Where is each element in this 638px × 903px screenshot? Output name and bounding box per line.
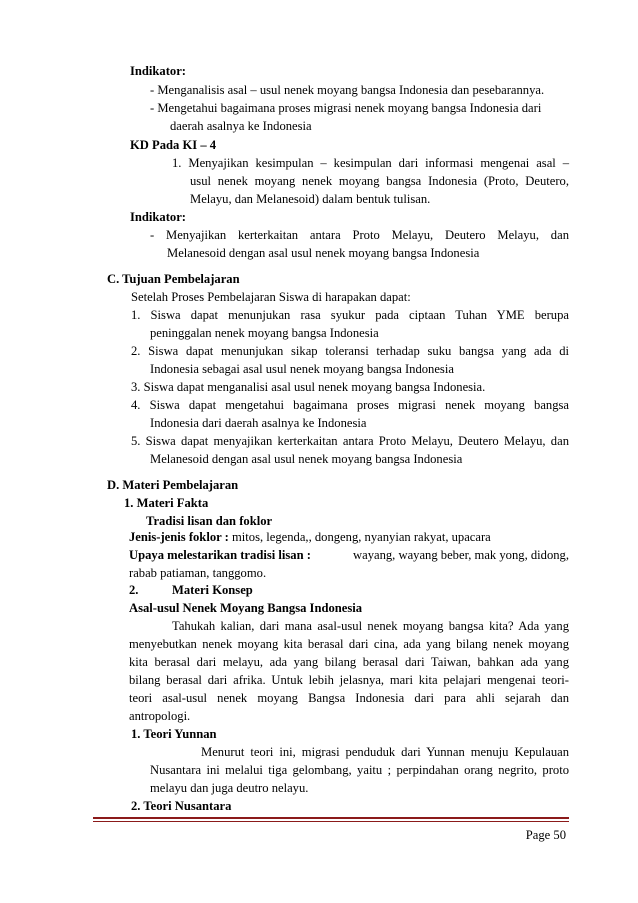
indikator-heading: Indikator: xyxy=(130,64,186,78)
yunnan-line: Menurut teori ini, migrasi penduduk dari Yunnan menuju Kepulauan xyxy=(201,745,569,759)
tujuan-line: 3. Siswa dapat menganalisi asal usul nenek moyang bangsa Indonesia. xyxy=(131,380,486,394)
upaya-line xyxy=(129,546,569,564)
section-heading-d: D. Materi Pembelajaran xyxy=(107,478,239,492)
jenis-foklor-label: Jenis-jenis foklor : xyxy=(129,530,229,544)
tujuan-line: peninggalan nenek moyang bangsa Indonesia xyxy=(150,326,379,340)
tujuan-line: 4. Siswa dapat mengetahui bagaimana proses migrasi nenek moyang bangsa xyxy=(131,398,569,412)
paragraph-line: kita berasal dari melayu, ada yang bilang berasal dari Taiwan, bahkan ada yang xyxy=(129,655,569,669)
indikator-heading: Indikator: xyxy=(130,210,186,224)
footer-rule-thick xyxy=(93,817,569,819)
paragraph-line: menyebutkan nenek moyang kita berasal dari cina, ada yang bilang nenek moyang xyxy=(129,637,569,651)
materi-konsep-heading: Materi Konsep xyxy=(172,583,253,597)
section-heading-c: C. Tujuan Pembelajaran xyxy=(107,272,240,286)
upaya-line-cont: rabab patiaman, tanggomo. xyxy=(129,566,267,580)
jenis-foklor-text: mitos, legenda,, dongeng, nyanyian rakyat, upacara xyxy=(228,530,491,544)
indikator-item: - Menganalisis asal – usul nenek moyang bangsa Indonesia dan pesebarannya. xyxy=(150,83,545,97)
teori-yunnan-heading: 1. Teori Yunnan xyxy=(131,727,217,741)
kd-line: 1. Menyajikan kesimpulan – kesimpulan dari informasi mengenai asal – xyxy=(172,156,569,170)
indikator-line: - Menyajikan kerterkaitan antara Proto Melayu, Deutero Melayu, dan xyxy=(150,228,569,242)
teori-nusantara-heading: 2. Teori Nusantara xyxy=(131,799,232,813)
page-number: Page 50 xyxy=(525,828,566,842)
tujuan-line: Indonesia dari daerah asalnya ke Indonesia xyxy=(150,416,367,430)
indikator-item: - Mengetahui bagaimana proses migrasi nenek moyang bangsa Indonesia dari xyxy=(150,101,542,115)
tujuan-line: Indonesia sebagai asal usul nenek moyang bangsa Indonesia xyxy=(150,362,454,376)
tujuan-line: 5. Siswa dapat menyajikan kerterkaitan antara Proto Melayu, Deutero Melayu, dan xyxy=(131,434,569,448)
kd-line: Melayu, dan Melanesoid) dalam bentuk tulisan. xyxy=(190,192,431,206)
paragraph-line: antropologi. xyxy=(129,709,191,723)
yunnan-line: melayu dan juga deutro nelayu. xyxy=(150,781,309,795)
indikator-item-cont: daerah asalnya ke Indonesia xyxy=(170,119,312,133)
materi-konsep-num: 2. xyxy=(129,583,139,597)
upaya-text: wayang, wayang beber, mak yong, didong, xyxy=(353,548,569,562)
tujuan-intro: Setelah Proses Pembelajaran Siswa di harapakan dapat: xyxy=(131,290,411,304)
indikator-line: Melanesoid dengan asal usul nenek moyang bangsa Indonesia xyxy=(167,246,480,260)
footer-rule-thin xyxy=(93,821,569,822)
materi-fakta-heading: 1. Materi Fakta xyxy=(124,496,209,510)
paragraph-line: teori asal-usul nenek moyang Bangsa Indonesia dari para ahli sejarah dan xyxy=(129,691,569,705)
tujuan-line: 2. Siswa dapat menunjukan sikap toleransi terhadap suku bangsa yang ada di xyxy=(131,344,569,358)
upaya-label: Upaya melestarikan tradisi lisan : xyxy=(129,548,311,562)
kd-line: usul nenek moyang nenek moyang bangsa Indonesia (Proto, Deutero, xyxy=(190,174,569,188)
paragraph-line: Tahukah kalian, dari mana asal-usul nenek moyang bangsa kita? Ada yang xyxy=(172,619,569,633)
yunnan-line: Nusantara ini melalui tiga gelombang, yaitu ; perpindahan orang negrito, proto xyxy=(150,763,569,777)
paragraph-line: bilang berasal dari afrika. Untuk lebih jelasnya, mari kita pelajari mengenai teori- xyxy=(129,673,569,687)
jenis-foklor-line xyxy=(129,528,491,546)
tujuan-line: 1. Siswa dapat menunjukan rasa syukur pada ciptaan Tuhan YME berupa xyxy=(131,308,569,322)
tujuan-line: Melanesoid dengan asal usul nenek moyang bangsa Indonesia xyxy=(150,452,463,466)
kd-heading: KD Pada KI – 4 xyxy=(130,138,217,152)
asal-usul-heading: Asal-usul Nenek Moyang Bangsa Indonesia xyxy=(129,601,363,615)
fakta-subheading: Tradisi lisan dan foklor xyxy=(146,514,273,528)
